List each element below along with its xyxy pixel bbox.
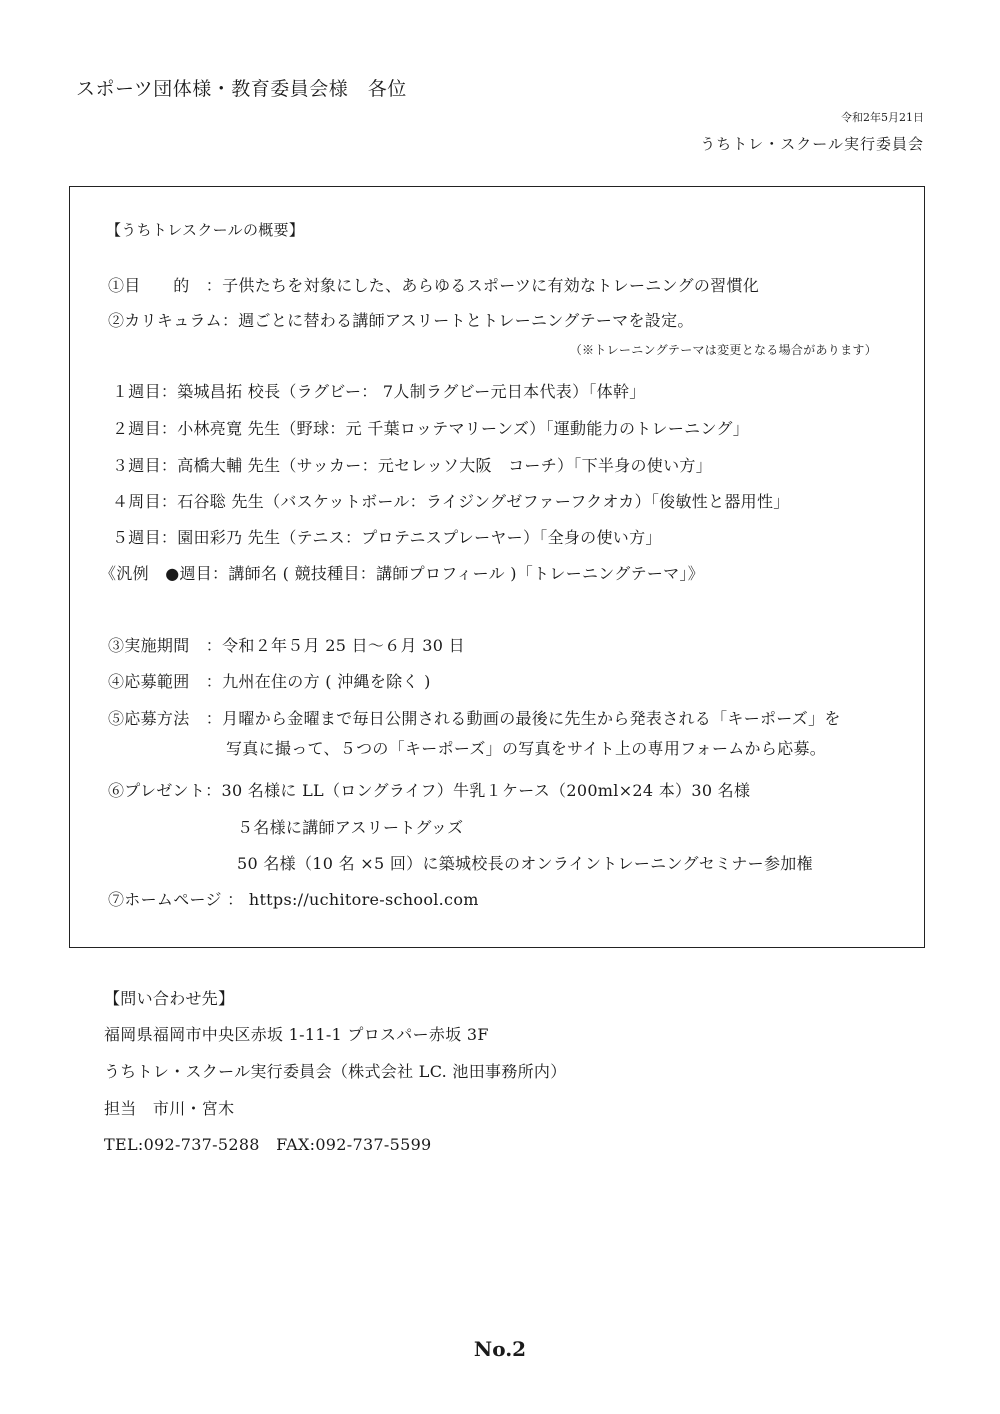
homepage-line: ⑦ホームページ ： https://uchitore-school.com xyxy=(108,890,479,909)
present-line-3: 50 名様（10 名 ×5 回）に築城校長のオンライントレーニングセミナー参加権 xyxy=(237,854,813,873)
week-item: ３週目：高橋大輔 先生（サッカー：元セレッソ大阪 コーチ）「下半身の使い方」 xyxy=(112,456,713,475)
legend-line: 《汎例 ●週目：講師名 ( 競技種目：講師プロフィール )「トレーニングテーマ」》 xyxy=(100,564,705,583)
method-line: ⑤応募方法 ：月曜から金曜まで毎日公開される動画の最後に先生から発表される「キーポーズ」を xyxy=(108,709,841,728)
addressee: スポーツ団体様・教育委員会様 各位 xyxy=(76,78,407,100)
method-line-continued: 写真に撮って、５つの「キーポーズ」の写真をサイト上の専用フォームから応募。 xyxy=(226,739,827,758)
scope-line: ④応募範囲 ：九州在住の方 ( 沖縄を除く ) xyxy=(108,672,431,691)
present-line-2: ５名様に講師アスリートグッズ xyxy=(237,818,464,837)
period-line: ③実施期間 ：令和２年５月 25 日～６月 30 日 xyxy=(108,636,465,655)
purpose-line: ①目 的 ：子供たちを対象にした、あらゆるスポーツに有効なトレーニングの習慣化 xyxy=(108,276,760,295)
week-item: ４周目：石谷聡 先生（バスケットボール：ライジングゼファーフクオカ）「俊敏性と器用性」 xyxy=(112,492,790,511)
page-number: No.2 xyxy=(473,1337,527,1361)
issuer-organization: うちトレ・スクール実行委員会 xyxy=(700,135,924,153)
contact-address: 福岡県福岡市中央区赤坂 1-11-1 プロスパー赤坂 3F xyxy=(104,1025,489,1044)
contact-title: 【問い合わせ先】 xyxy=(104,989,235,1008)
contact-phone: TEL:092-737-5288 FAX:092-737-5599 xyxy=(104,1135,432,1154)
contact-organization: うちトレ・スクール実行委員会（株式会社 LC. 池田事務所内） xyxy=(104,1062,567,1081)
curriculum-line: ②カリキュラム：週ごとに替わる講師アスリートとトレーニングテーマを設定。 xyxy=(108,311,694,330)
issue-date: 令和2年5月21日 xyxy=(841,111,924,124)
present-line: ⑥プレゼント：30 名様に LL（ロングライフ）牛乳１ケース（200ml×24 本）30 名様 xyxy=(108,781,751,800)
week-item: １週目：築城昌拓 校長（ラグビー： 7人制ラグビー元日本代表）「体幹」 xyxy=(112,382,646,401)
week-item: ５週目：園田彩乃 先生（テニス：プロテニスプレーヤー）「全身の使い方」 xyxy=(112,528,662,547)
overview-box xyxy=(69,186,925,948)
overview-title: 【うちトレスクールの概要】 xyxy=(106,221,305,239)
contact-person: 担当 市川・宮木 xyxy=(104,1099,235,1118)
week-item: ２週目：小林亮寛 先生（野球：元 千葉ロッテマリーンズ）「運動能力のトレーニング」 xyxy=(112,419,750,438)
curriculum-note: （※トレーニングテーマは変更となる場合があります） xyxy=(569,343,877,357)
